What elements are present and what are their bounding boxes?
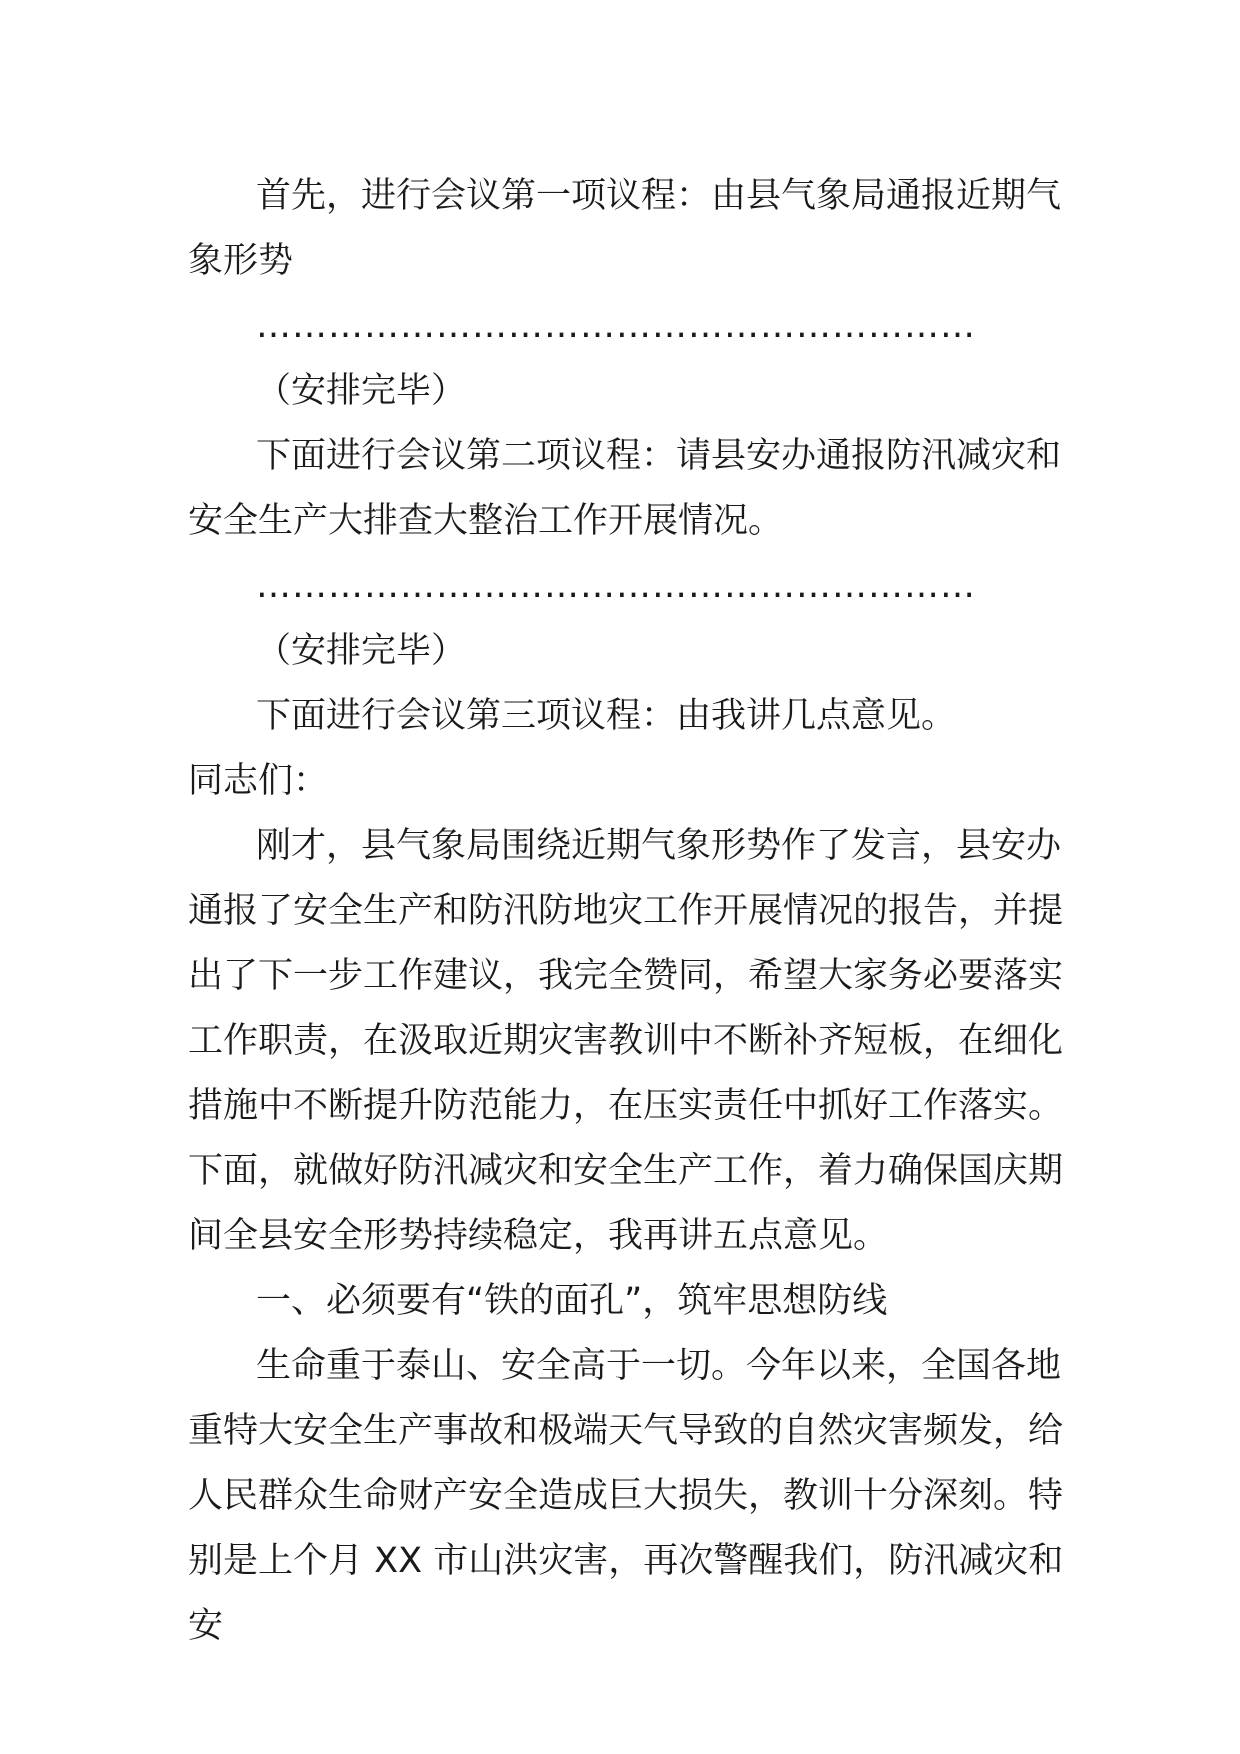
paragraph-agenda-item-1: 首先，进行会议第一项议程：由县气象局通报近期气象形势 bbox=[188, 176, 1062, 281]
paragraph-arrangement-done: （安排完毕） bbox=[256, 371, 467, 411]
paragraph-section-1-body: 生命重于泰山、安全高于一切。今年以来，全国各地重特大安全生产事故和极端天气导致的自然灾害频发，给人民群众生命财产安全造成巨大损失，教训十分深刻。特别是上个月 XX 市山洪灾害，再次警醒我们，防汛减灾和安 bbox=[188, 1346, 1064, 1646]
ellipsis-separator: …………………………………………………… bbox=[256, 306, 976, 346]
paragraph-agenda-item-2: 下面进行会议第二项议程：请县安办通报防汛减灾和安全生产大排查大整治工作开展情况。 bbox=[188, 436, 1062, 541]
document-body bbox=[188, 164, 1068, 1659]
paragraph-agenda-item-3: 下面进行会议第三项议程：由我讲几点意见。 bbox=[256, 696, 957, 736]
section-heading-1: 一、必须要有“铁的面孔”，筑牢思想防线 bbox=[256, 1281, 888, 1321]
salutation: 同志们： bbox=[188, 761, 329, 801]
paragraph-arrangement-done: （安排完毕） bbox=[256, 631, 467, 671]
paragraph-opening-remarks: 刚才，县气象局围绕近期气象形势作了发言，县安办通报了安全生产和防汛防地灾工作开展情况的报告，并提出了下一步工作建议，我完全赞同，希望大家务必要落实工作职责，在汲取近期灾害教训中不断补齐短板，在细化措施中不断提升防范能力，在压实责任中抓好工作落实。下面，就做好防汛减灾和安全生产工作，着力确保国庆期间全县安全形势持续稳定，我再讲五点意见。 bbox=[188, 826, 1064, 1256]
ellipsis-separator: …………………………………………………… bbox=[256, 566, 976, 606]
